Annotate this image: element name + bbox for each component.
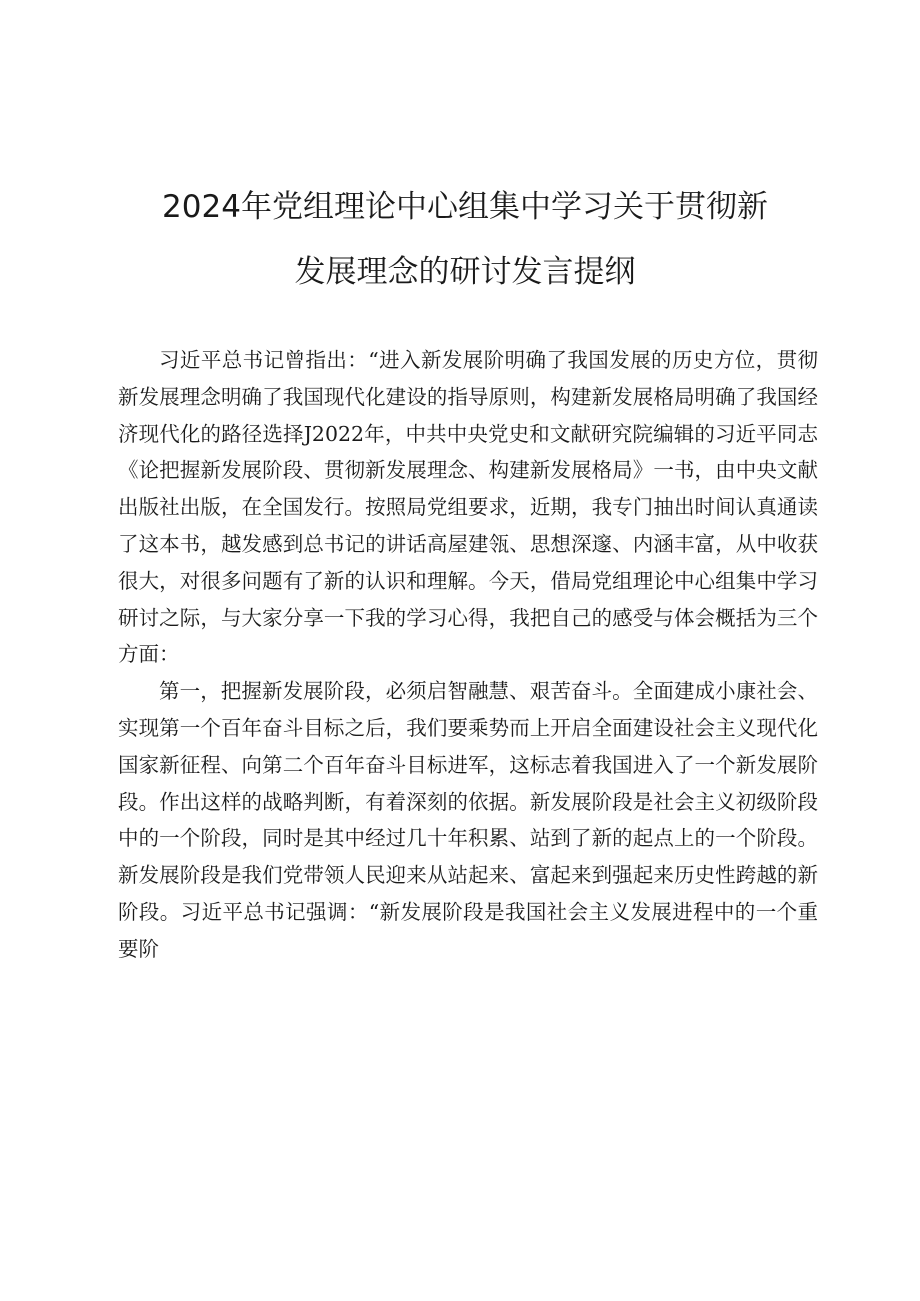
body-paragraph-1: 习近平总书记曾指出：“进入新发展阶明确了我国发展的历史方位，贯彻新发展理念明确了我国现代化建设的指导原则，构建新发展格局明确了我国经济现代化的路径选择J2022年，中共中央党史和文献研究院编辑的习近平同志《论把握新发展阶段、贯彻新发展理念、构建新发展格局》一书，由中央文献出版社出版，在全国发行。按照局党组要求，近期，我专门抽出时间认真通读了这本书，越发感到总书记的讲话高屋建瓴、思想深邃、内涵丰富，从中收获很大，对很多问题有了新的认识和理解。今天，借局党组理论中心组集中学习研讨之际，与大家分享一下我的学习心得，我把自己的感受与体会概括为三个方面：	[118, 348, 818, 667]
document-title-line-2: 发展理念的研讨发言提纲	[294, 254, 636, 290]
document-title-line-1: 2024年党组理论中心组集中学习关于贯彻新	[162, 189, 768, 225]
body-paragraph-2: 第一，把握新发展阶段，必须启智融慧、艰苦奋斗。全面建成小康社会、实现第一个百年奋斗目标之后，我们要乘势而上开启全面建设社会主义现代化国家新征程、向第二个百年奋斗目标进军，这标志着我国进入了一个新发展阶段。作出这样的战略判断，有着深刻的依据。新发展阶段是社会主义初级阶段中的一个阶段，同时是其中经过几十年积累、站到了新的起点上的一个阶段。新发展阶段是我们党带领人民迎来从站起来、富起来到强起来历史性跨越的新阶段。习近平总书记强调：“新发展阶段是我国社会主义发展进程中的一个重要阶	[118, 679, 818, 961]
document-body	[118, 342, 818, 968]
